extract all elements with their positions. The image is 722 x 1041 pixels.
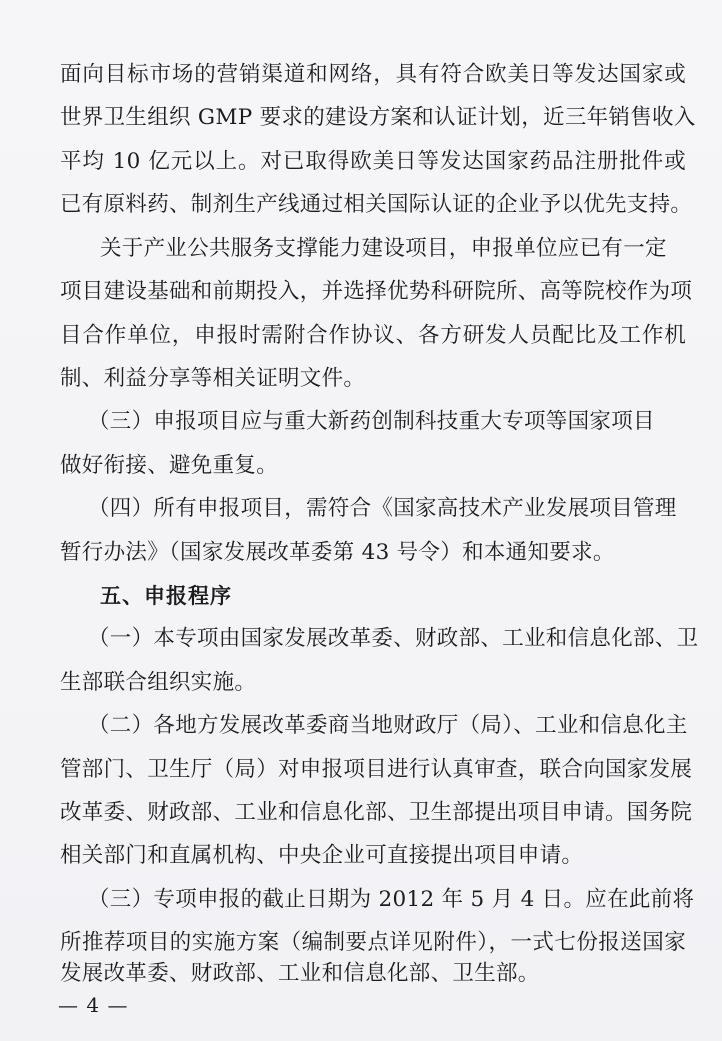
text-line: 发展改革委、财政部、工业和信息化部、卫生部。 [60, 961, 540, 986]
section-heading: 五、申报程序 [100, 584, 232, 608]
text-line: 制、利益分享等相关证明文件。 [60, 366, 366, 391]
text-line: 管部门、卫生厅（局）对申报项目进行认真审查，联合向国家发展 [60, 757, 693, 782]
text-line: 生部联合组织实施。 [60, 670, 257, 695]
paragraph-first-line: （三）专项申报的截止日期为 2012 年 5 月 4 日。应在此前将 [88, 887, 695, 912]
text-line: 世界卫生组织 GMP 要求的建设方案和认证计划，近三年销售收入 [60, 105, 696, 130]
text-line: 所推荐项目的实施方案（编制要点详见附件），一式七份报送国家 [60, 930, 686, 955]
paragraph-first-line: （三）申报项目应与重大新药创制科技重大专项等国家项目 [88, 409, 655, 434]
text-line: 相关部门和直属机构、中央企业可直接提出项目申请。 [60, 843, 584, 868]
page-number: — 4 — [58, 993, 129, 1017]
paragraph-first-line: 关于产业公共服务支撑能力建设项目，申报单位应已有一定 [100, 236, 667, 261]
text-line: 项目建设基础和前期投入，并选择优势科研院所、高等院校作为项 [60, 279, 693, 304]
paragraph-first-line: （四）所有申报项目，需符合《国家高技术产业发展项目管理 [88, 496, 677, 521]
text-line: 已有原料药、制剂生产线通过相关国际认证的企业予以优先支持。 [60, 192, 693, 217]
text-line: 暂行办法》（国家发展改革委第 43 号令）和本通知要求。 [60, 540, 615, 565]
text-line: 做好衔接、避免重复。 [60, 453, 279, 478]
paragraph-first-line: （二）各地方发展改革委商当地财政厅（局）、工业和信息化主 [88, 713, 688, 738]
text-line: 平均 10 亿元以上。对已取得欧美日等发达国家药品注册批件或 [60, 149, 686, 174]
text-line: 改革委、财政部、工业和信息化部、卫生部提出项目申请。国务院 [60, 800, 693, 825]
paragraph-first-line: （一）本专项由国家发展改革委、财政部、工业和信息化部、卫 [88, 626, 699, 651]
text-line: 面向目标市场的营销渠道和网络，具有符合欧美日等发达国家或 [60, 62, 686, 87]
text-line: 目合作单位，申报时需附合作协议、各方研发人员配比及工作机 [60, 323, 686, 348]
